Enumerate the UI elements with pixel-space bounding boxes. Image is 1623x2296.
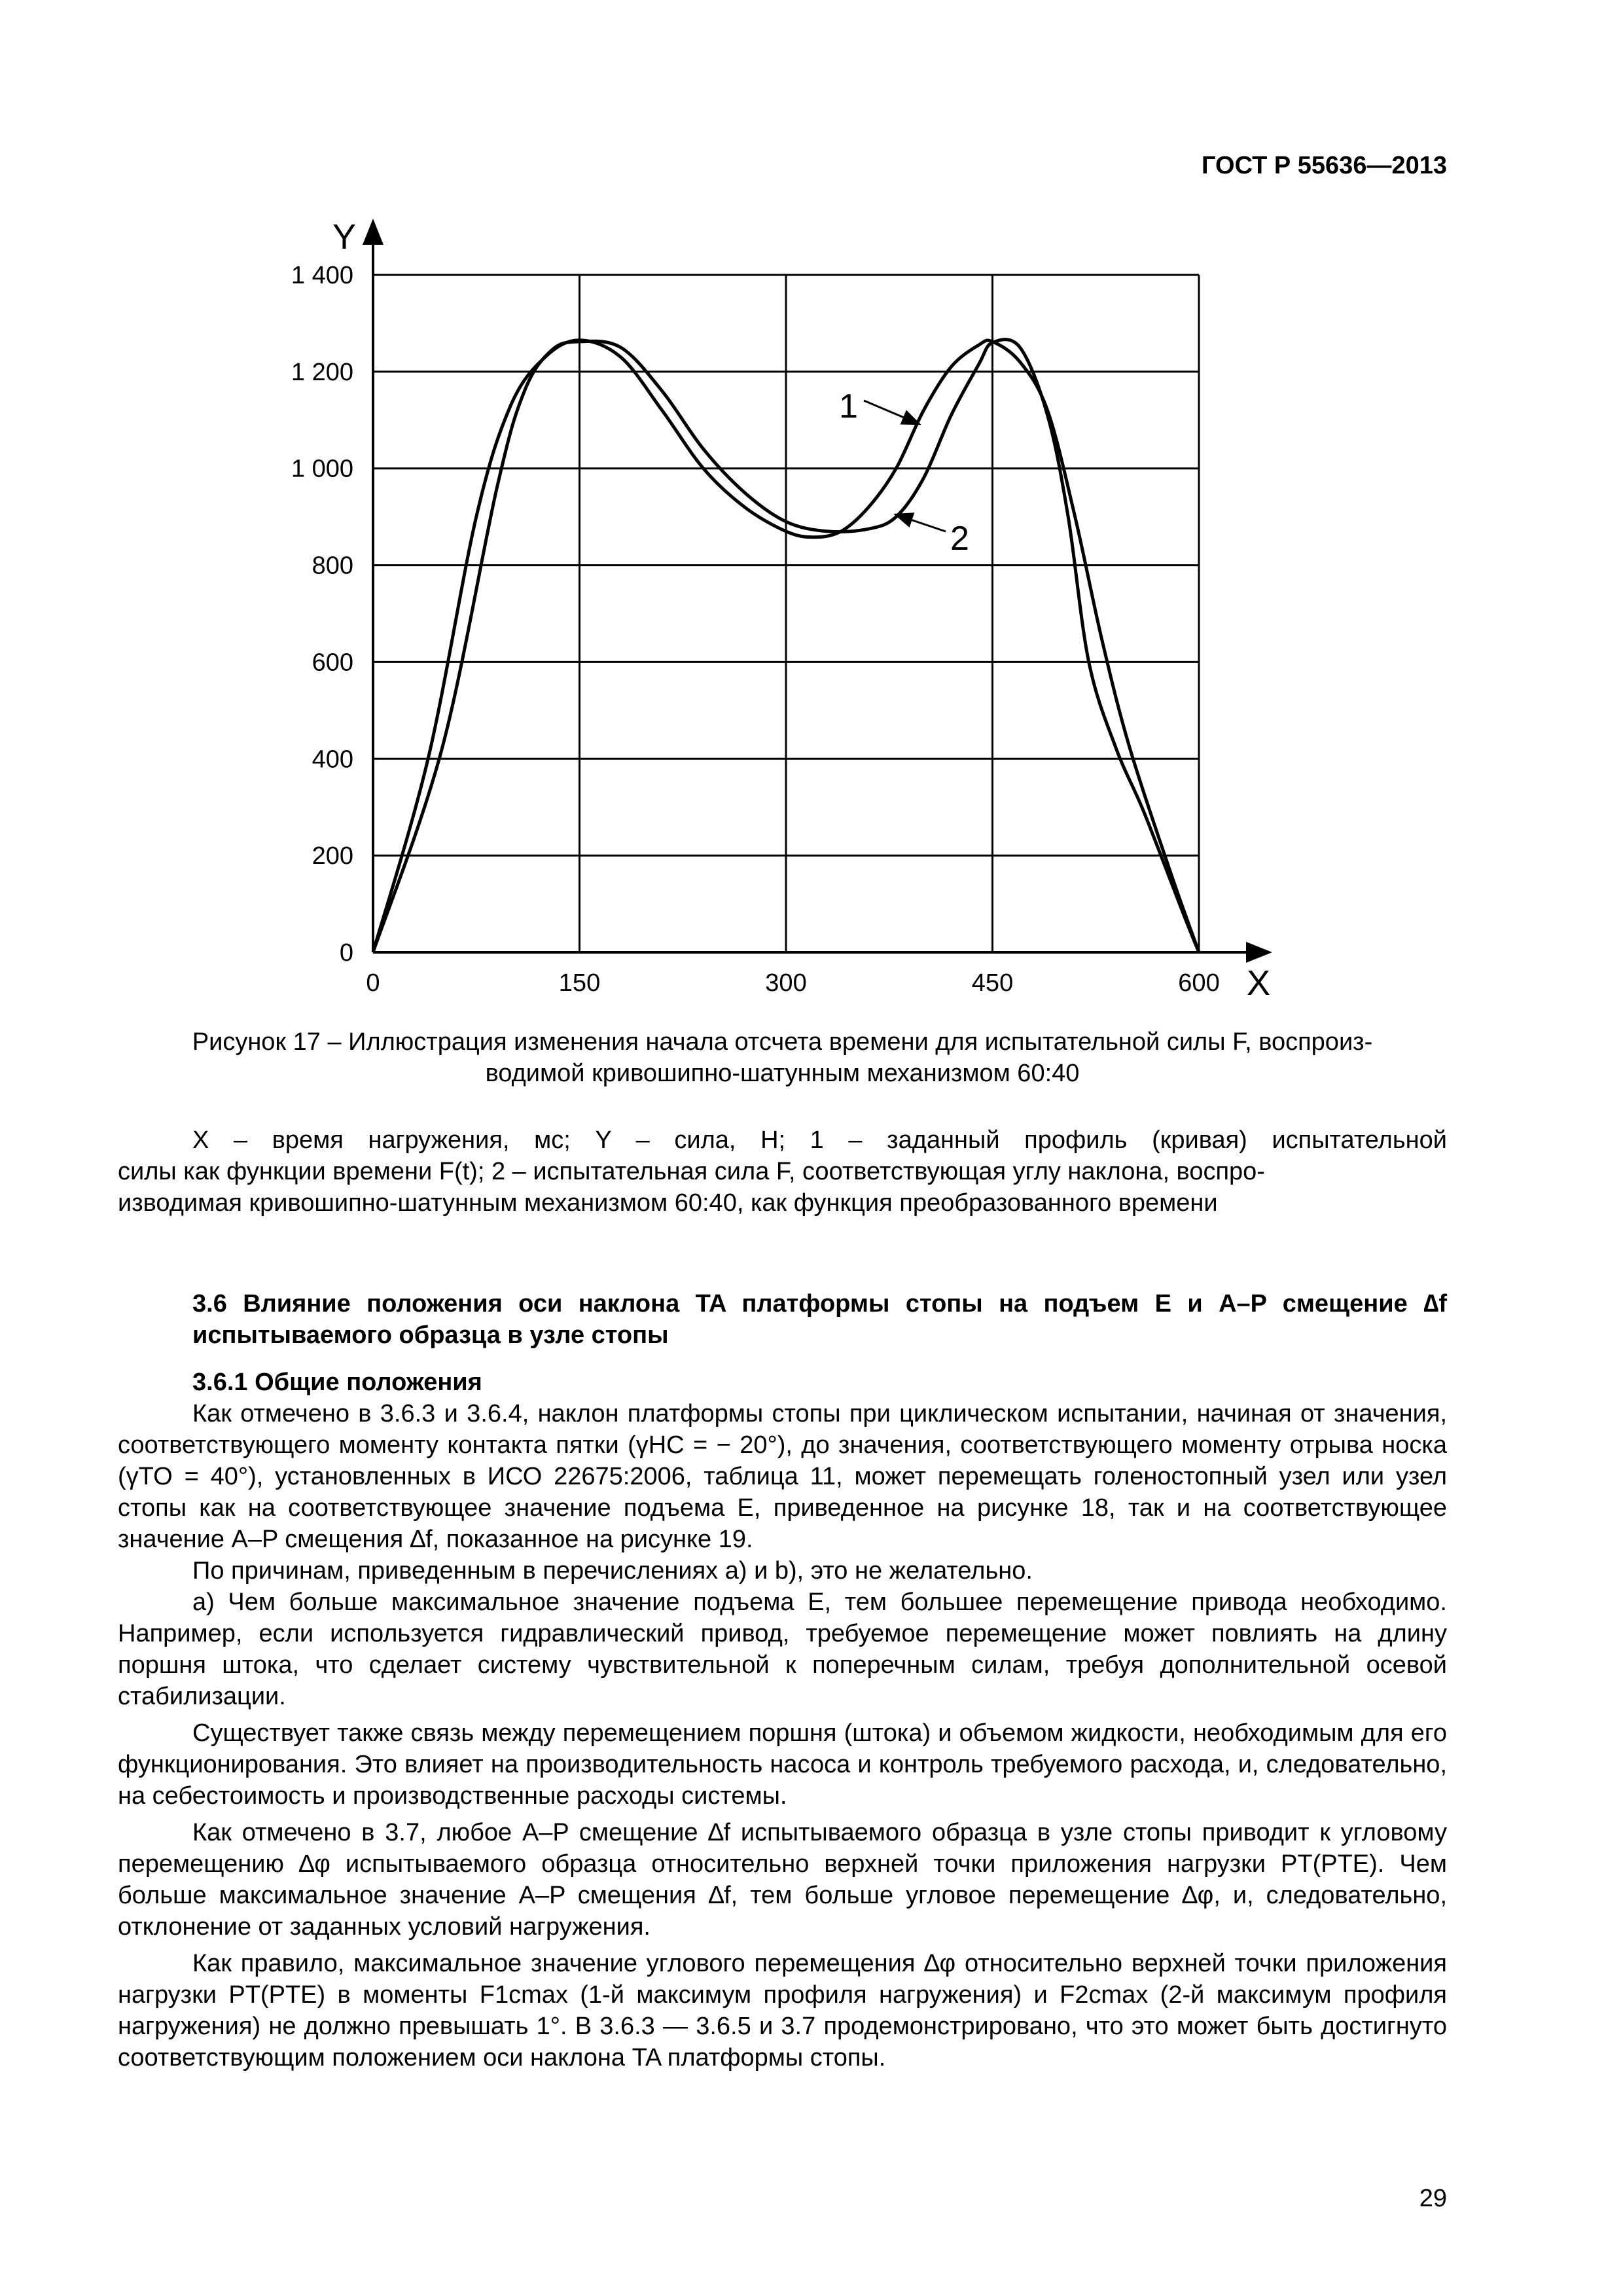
y-tick-label: 1 000: [291, 455, 353, 483]
annotation-label-2: 2: [950, 520, 969, 558]
paragraph: Существует также связь между перемещением поршня (штока) и объемом жидкости, необходимым для его функционирования. Это влияет на производительность насоса и контроль требуемого расхода, и, следовательно, на себестоимость и производственные расходы системы.: [118, 1719, 1447, 1810]
y-tick-label: 200: [312, 842, 353, 870]
y-tick-label: 1 200: [291, 358, 353, 386]
list-item-a: a) Чем больше максимальное значение подъема E, тем большее перемещение привода необходимо. Например, если используется гидравлический привод, требуемое перемещение может повлиять на длину поршня штока, что сделает систему чувствительной к поперечным силам, требуя дополнительной осевой стабилизации.: [118, 1588, 1447, 1710]
y-axis-letter: Y: [332, 217, 357, 257]
x-axis-letter: X: [1247, 963, 1271, 1003]
paragraph: Как отмечено в 3.6.3 и 3.6.4, наклон платформы стопы при циклическом испытании, начиная от значения, соответствующего моменту контакта пятки (γHC = − 20°), до значения, соответствующего моменту отрыва носка (γTO = 40°), установленных в ИСО 22675:2006, таблица 11, может перемещать голеностопный узел или узел стопы как на соответствующее значение подъема E, приведенное на рисунке 18, так и на соответствующее значение A–P смещения ∆f, показанное на рисунке 19.: [118, 1400, 1447, 1553]
legend-line-3: изводимая кривошипно-шатунным механизмом 60:40, как функция преобразованного времени: [118, 1189, 1218, 1217]
legend-line-1: X – время нагружения, мс; Y – сила, Н; 1 – заданный профиль (кривая) испытательной: [192, 1126, 1447, 1154]
force-time-chart: [0, 0, 1623, 1021]
section-heading: 3.6 Влияние положения оси наклона TA платформы стопы на подъем E и A–P смещение ∆f испытываемого образца в узле стопы: [192, 1290, 1447, 1349]
x-tick-label: 450: [971, 969, 1014, 997]
annotation-leader-1: [864, 401, 919, 424]
annotation-leader-2: [895, 514, 946, 531]
caption-line-1: Рисунок 17 – Иллюстрация изменения начала отсчета времени для испытательной силы F, воспроиз-: [192, 1028, 1373, 1056]
y-tick-label: 0: [339, 939, 353, 967]
paragraph: Как отмечено в 3.7, любое A–P смещение ∆f испытываемого образца в узле стопы приводит к угловому перемещению ∆φ испытываемого образца относительно верхней точки приложения нагрузки PT(PTE). Чем больше максимальное значение A–P смещения ∆f, тем больше угловое перемещение ∆φ, и, следовательно, отклонение от заданных условий нагружения.: [118, 1819, 1447, 1941]
y-tick-label: 1 400: [291, 262, 353, 289]
paragraph: Как правило, максимальное значение углового перемещения ∆φ относительно верхней точки приложения нагрузки PT(PTE) в моменты F1cmax (1-й максимум профиля нагружения) и F2cmax (2-й максимум профиля нагружения) не должно превышать 1°. В 3.6.3 — 3.6.5 и 3.7 продемонстрировано, что это может быть достигнуто соответствующим положением оси наклона TA платформы стопы.: [118, 1950, 1447, 2072]
figure-caption: [118, 1026, 1447, 1089]
legend-line-2: силы как функции времени F(t); 2 – испытательная сила F, соответствующая углу наклона, воспро-: [118, 1158, 1265, 1185]
figure-legend: [118, 1124, 1447, 1219]
x-tick-label: 0: [366, 969, 380, 997]
section-body: [118, 1288, 1447, 2073]
document-id: ГОСТ Р 55636—2013: [1202, 152, 1447, 179]
subsection-heading: 3.6.1 Общие положения: [192, 1369, 482, 1396]
y-tick-label: 400: [312, 745, 353, 774]
x-tick-label: 150: [558, 969, 601, 997]
chart-axes: [373, 221, 1270, 952]
paragraph: По причинам, приведенным в перечислениях a) и b), это не желательно.: [192, 1557, 1033, 1585]
chart-grid: [373, 275, 1199, 952]
y-tick-label: 800: [312, 552, 353, 580]
x-tick-label: 600: [1178, 969, 1220, 997]
y-tick-label: 600: [312, 649, 353, 677]
x-tick-label: 300: [765, 969, 807, 997]
page-number: 29: [1419, 2185, 1447, 2212]
caption-line-2: водимой кривошипно-шатунным механизмом 60:40: [485, 1060, 1080, 1087]
annotation-label-1: 1: [839, 387, 858, 425]
chart-labels: [291, 217, 1270, 1003]
